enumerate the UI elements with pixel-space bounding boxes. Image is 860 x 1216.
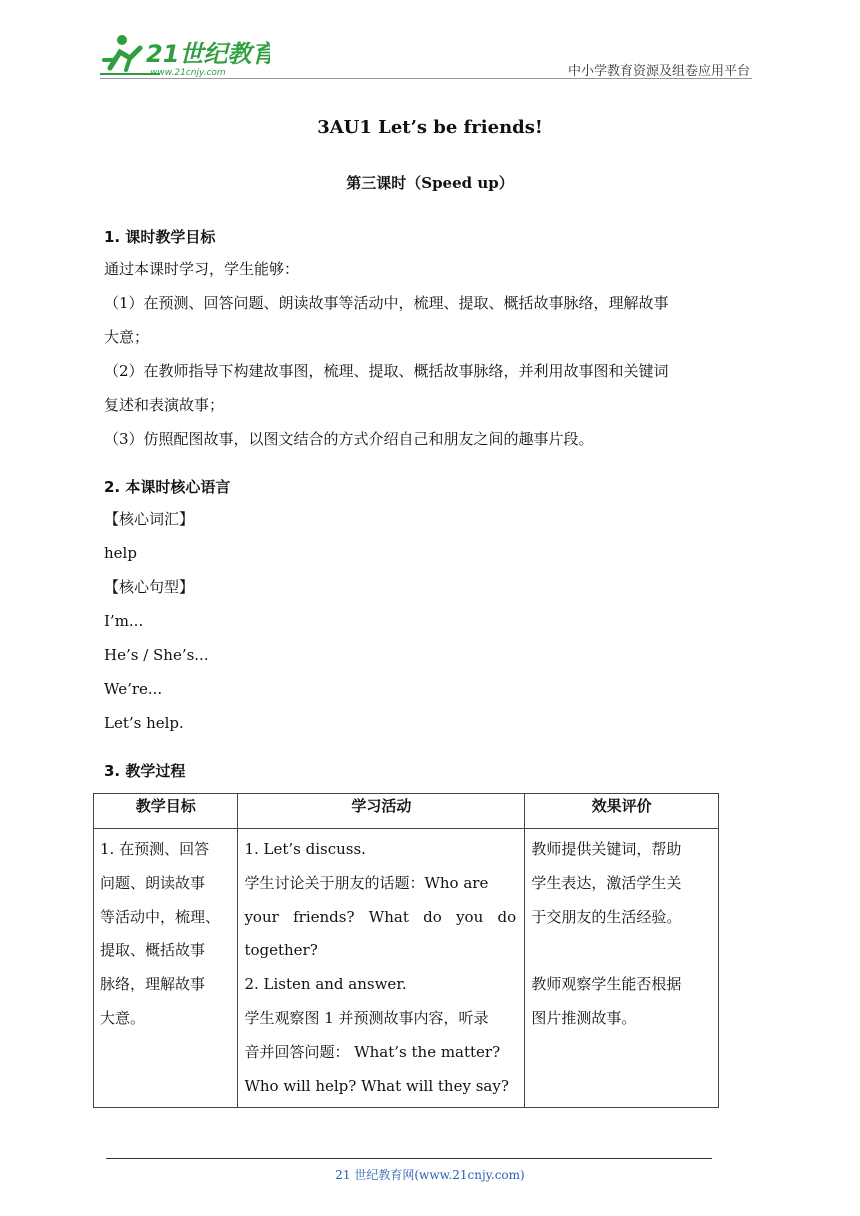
cell-line: 脉络，理解故事 xyxy=(100,975,206,994)
cell-line: 图片推测故事。 xyxy=(531,1008,637,1027)
section-heading: 1. 课时教学目标 xyxy=(104,228,216,246)
table-cell-evaluation xyxy=(525,829,719,1108)
paragraph-line: He’s / She’s... xyxy=(104,646,209,664)
paragraph-line: I’m... xyxy=(104,612,144,630)
paragraph-line: 通过本课时学习，学生能够： xyxy=(104,260,300,278)
table-header: 学习活动 xyxy=(238,794,525,829)
footer-link[interactable]: 21 世纪教育网(www.21cnjy.com) xyxy=(335,1168,525,1182)
paragraph-line: We’re... xyxy=(104,680,163,698)
cell-line: 等活动中，梳理、 xyxy=(100,907,221,926)
logo-url: www.21cnjy.com xyxy=(150,68,226,78)
cell-blank-line xyxy=(531,934,712,968)
paragraph-line: 【核心词汇】 xyxy=(104,510,195,528)
cell-line: Who will help? What will they say? xyxy=(244,1076,509,1095)
platform-name: 中小学教育资源及组卷应用平台 xyxy=(567,64,750,79)
cell-line: 提取、概括故事 xyxy=(100,941,206,960)
site-logo xyxy=(100,30,270,80)
paragraph-line: 复述和表演故事； xyxy=(104,396,225,414)
table-cell-goal xyxy=(94,829,238,1108)
table-header-row xyxy=(94,794,719,829)
cell-line: 教师观察学生能否根据 xyxy=(531,975,682,994)
document-subtitle: 第三课时（Speed up） xyxy=(346,174,514,192)
paragraph-line: （2）在教师指导下构建故事图，梳理、提取、概括故事脉络，并利用故事图和关键词 xyxy=(104,362,669,380)
table-cell-activity xyxy=(238,829,525,1108)
section-heading: 3. 教学过程 xyxy=(104,762,186,780)
paragraph-line: （1）在预测、回答问题、朗读故事等活动中，梳理、提取、概括故事脉络，理解故事 xyxy=(104,294,669,312)
logo-text: 21世纪教育 xyxy=(146,40,270,68)
paragraph-line: 大意； xyxy=(104,328,150,346)
table-row xyxy=(94,829,719,1108)
cell-line: 大意。 xyxy=(100,1008,146,1027)
table-header: 效果评价 xyxy=(525,794,719,829)
cell-line: 教师提供关键词，帮助 xyxy=(531,840,682,858)
cell-line: 问题、朗读故事 xyxy=(100,873,206,892)
cell-line: 音并回答问题： What’s the matter? xyxy=(244,1042,501,1061)
section-heading: 2. 本课时核心语言 xyxy=(104,478,231,496)
table-header: 教学目标 xyxy=(94,794,238,829)
cell-line: 于交朋友的生活经验。 xyxy=(531,907,682,926)
document-title: 3AU1 Let’s be friends! xyxy=(317,117,543,138)
cell-line: 学生讨论关于朋友的话题：Who are xyxy=(244,873,489,892)
paragraph-line: help xyxy=(104,544,137,562)
footer-divider xyxy=(106,1158,712,1159)
paragraph-line: Let’s help. xyxy=(104,714,184,732)
cell-line: together? xyxy=(244,941,318,960)
paragraph-line: （3）仿照配图故事，以图文结合的方式介绍自己和朋友之间的趣事片段。 xyxy=(104,430,594,448)
paragraph-line: 【核心句型】 xyxy=(104,578,195,596)
cell-line: your friends? What do you do xyxy=(244,907,517,926)
cell-line: 学生观察图 1 并预测故事内容，听录 xyxy=(244,1008,489,1027)
header-divider xyxy=(100,78,752,79)
document-body xyxy=(104,222,756,786)
cell-line: 学生表达，激活学生关 xyxy=(531,873,682,892)
teaching-process-table xyxy=(93,793,719,1108)
cell-line: 2. Listen and answer. xyxy=(244,975,407,994)
cell-line: 1. 在预测、回答 xyxy=(100,840,210,858)
cell-line: 1. Let’s discuss. xyxy=(244,840,366,858)
